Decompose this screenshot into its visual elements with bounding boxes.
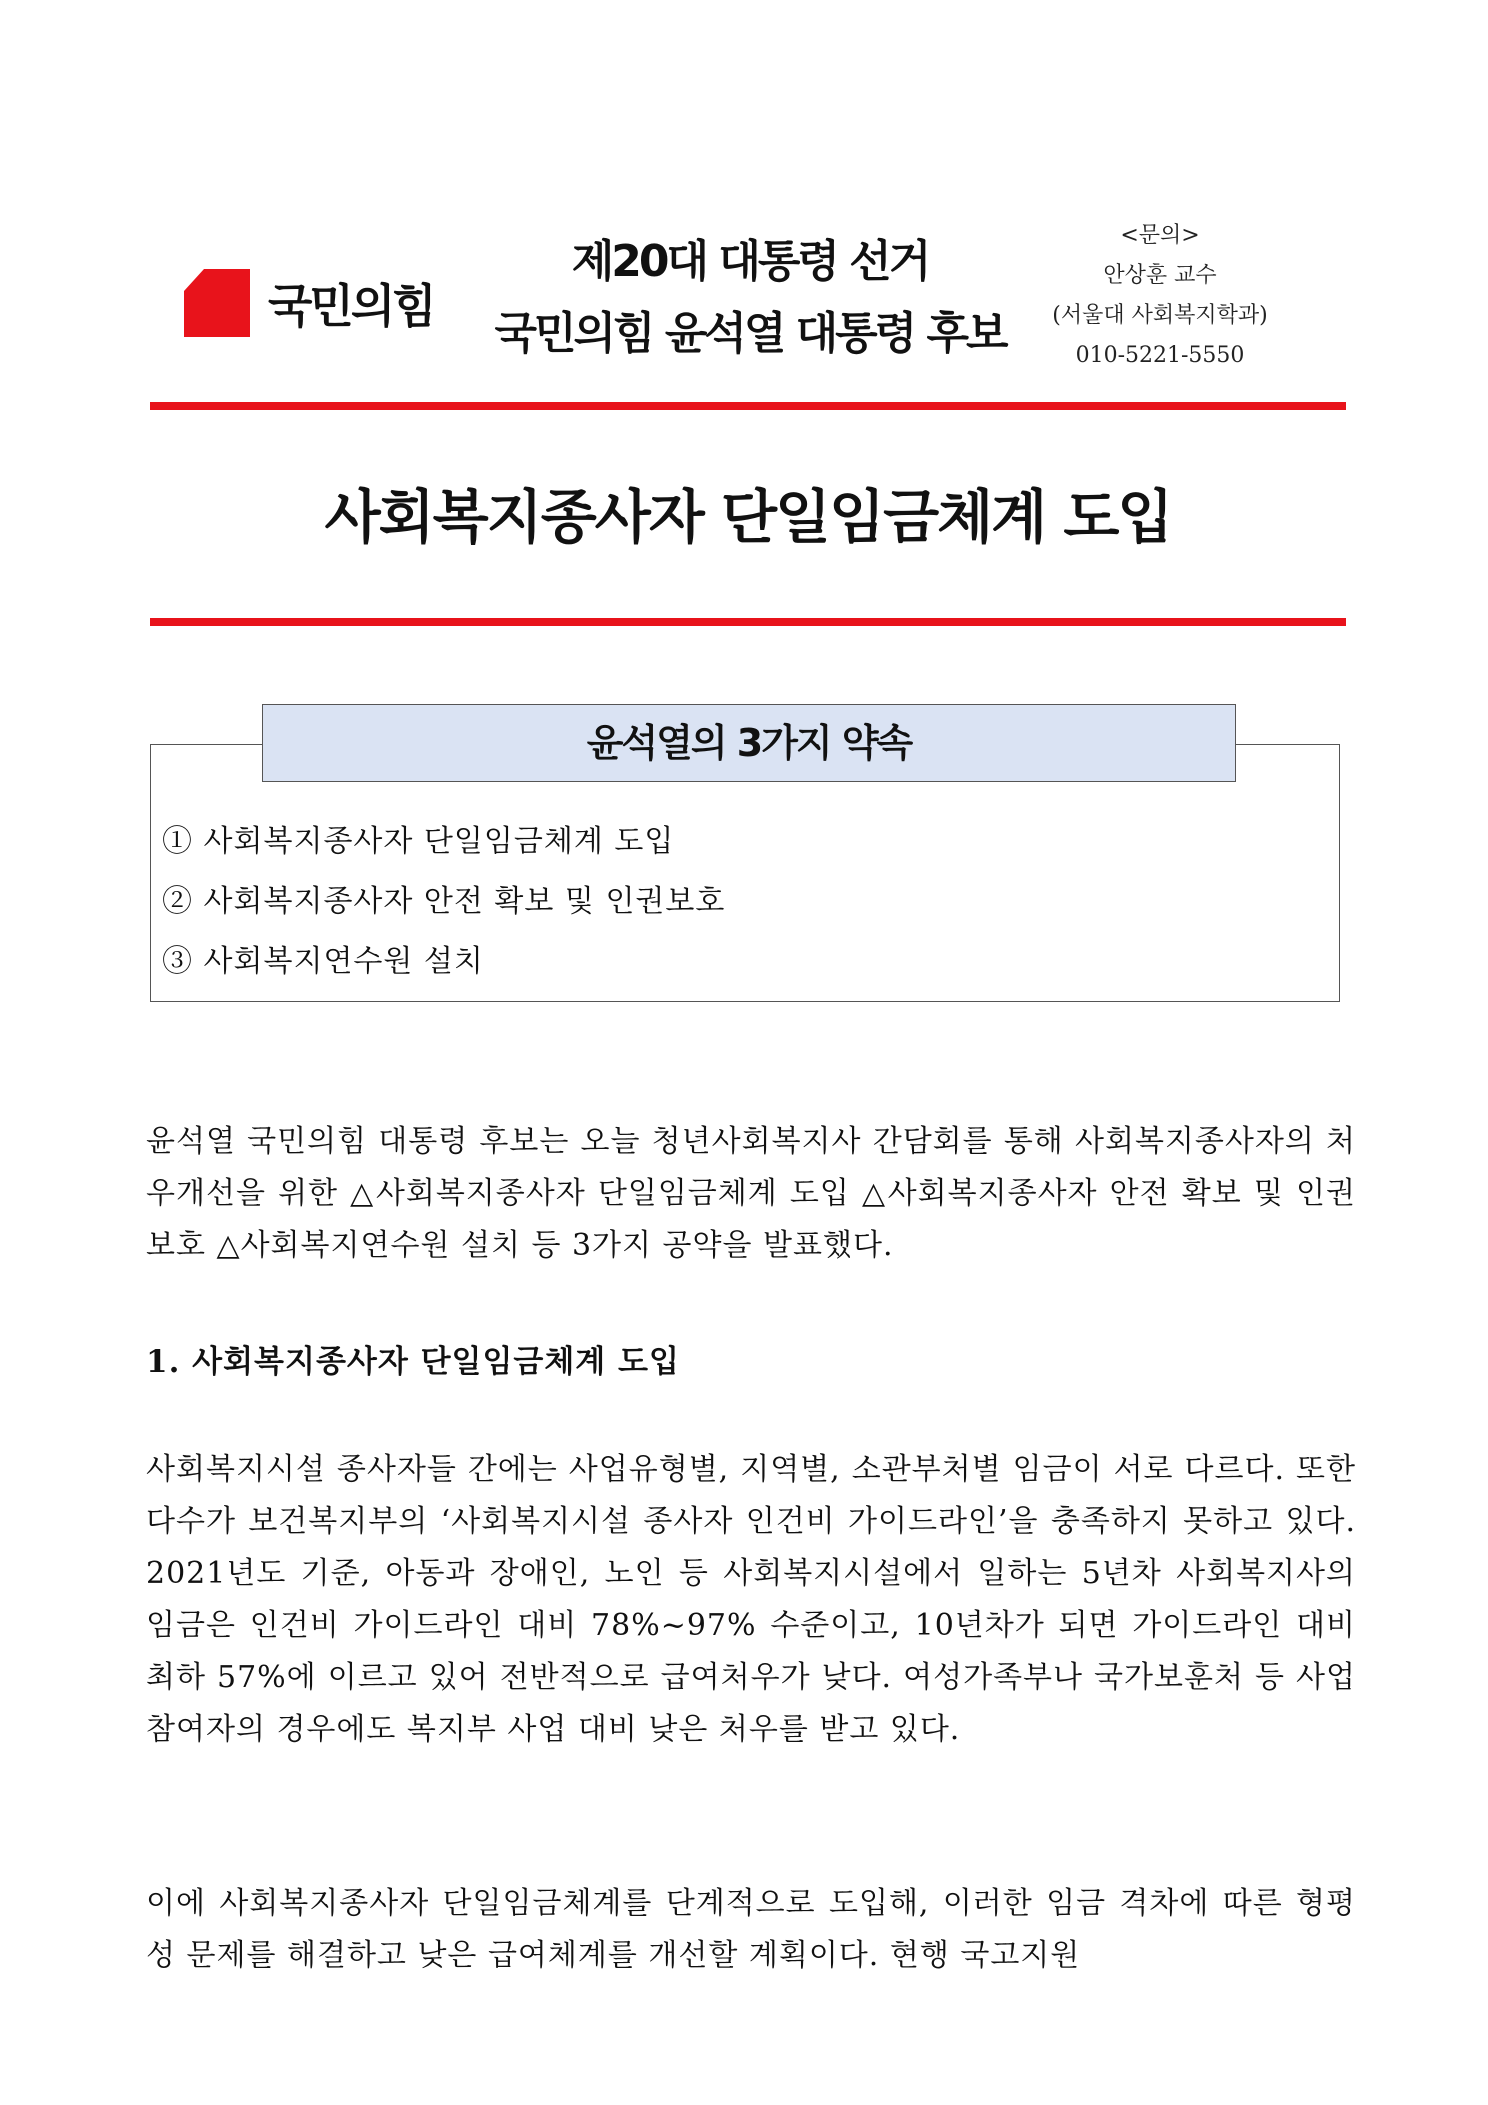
contact-phone: 010-5221-5550	[1075, 343, 1245, 368]
contact-label: <문의>	[1120, 223, 1200, 248]
party-logo	[184, 266, 474, 340]
party-logo-icon	[184, 269, 250, 337]
section-paragraph: 이에 사회복지종사자 단일임금체계를 단계적으로 도입해, 이러한 임금 격차에 따른 형평성 문제를 해결하고 낮은 급여체계를 개선할 계획이다. 현행 국고지원	[146, 1886, 1356, 1973]
section-heading: 1. 사회복지종사자 단일임금체계 도입	[146, 1344, 680, 1380]
title-divider	[150, 618, 1346, 626]
contact-info	[1010, 216, 1310, 376]
contact-affiliation: (서울대 사회복지학과)	[1052, 303, 1268, 328]
contact-name: 안상훈 교수	[1103, 263, 1217, 288]
top-divider	[150, 402, 1346, 410]
candidate-title: 국민의힘 윤석열 대통령 후보	[494, 308, 1006, 359]
section-paragraph: 사회복지시설 종사자들 간에는 사업유형별, 지역별, 소관부처별 임금이 서로 다르다. 또한 다수가 보건복지부의 ‘사회복지시설 종사자 인건비 가이드라인’을 충족하지 못하고 있다. 2021년도 기준, 아동과 장애인, 노인 등 사회복지시설에서 일하는 5년차 사회복지사의 임금은 인건비 가이드라인 대비 78%~97% 수준이고, 10년차가 되면 가이드라인 대비 최하 57%에 이르고 있어 전반적으로 급여처우가 낮다. 여성가족부나 국가보훈처 등 사업 참여자의 경우에도 복지부 사업 대비 낮은 처우를 받고 있다.	[146, 1452, 1356, 1747]
intro-paragraph: 윤석열 국민의힘 대통령 후보는 오늘 청년사회복지사 간담회를 통해 사회복지종사자의 처우개선을 위한 △사회복지종사자 단일임금체계 도입 △사회복지종사자 안전 확보 및 인권보호 △사회복지연수원 설치 등 3가지 공약을 발표했다.	[146, 1124, 1356, 1263]
promise-item: ① 사회복지종사자 단일임금체계 도입	[162, 824, 675, 859]
promise-heading: 윤석열의 3가지 약속	[262, 704, 1236, 782]
page-title: 사회복지종사자 단일임금체계 도입	[324, 483, 1172, 551]
promise-item: ③ 사회복지연수원 설치	[162, 944, 484, 979]
party-name: 국민의힘	[268, 279, 434, 333]
election-title: 제20대 대통령 선거	[571, 236, 929, 287]
promise-list	[162, 812, 725, 992]
promise-item: ② 사회복지종사자 안전 확보 및 인권보호	[162, 884, 726, 919]
header-title	[490, 226, 1010, 370]
